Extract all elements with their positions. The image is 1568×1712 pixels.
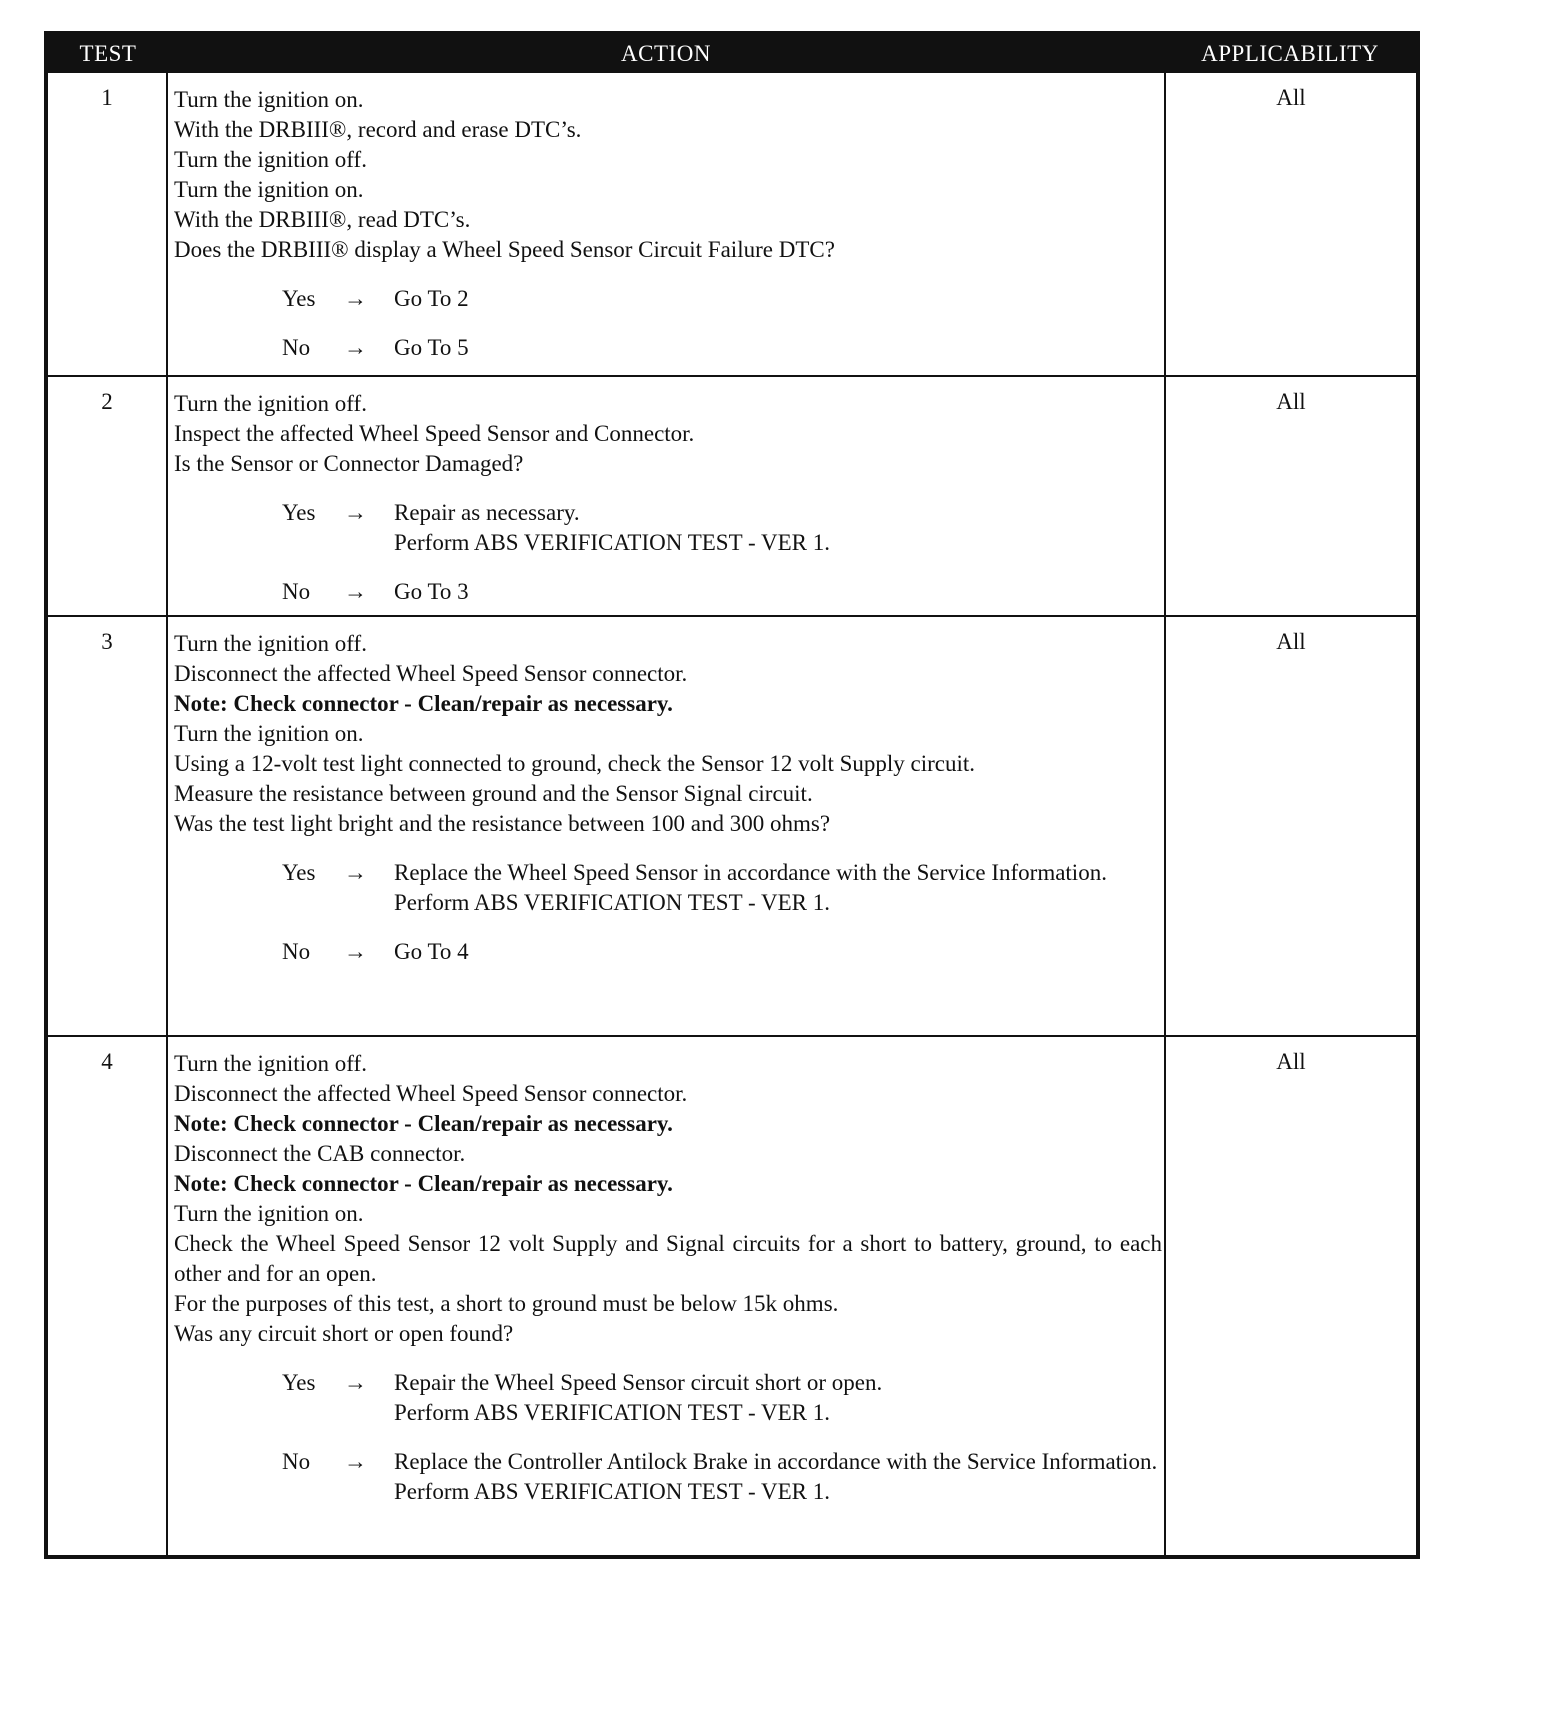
action-line: With the DRBIII®, record and erase DTC’s. [174,117,582,142]
no-result [174,1447,1162,1507]
applicability-cell: All [1164,617,1416,1035]
yes-result [174,858,1162,918]
action-line: Check the Wheel Speed Sensor 12 volt Supply and Signal circuits for a short to battery, ground, to each other and for an open. [174,1231,1162,1286]
action-line: Turn the ignition on. [174,1201,364,1226]
action-line: Turn the ignition on. [174,87,364,112]
action-line: Using a 12-volt test light connected to ground, check the Sensor 12 volt Supply circuit. [174,751,976,776]
header-test: TEST [79,41,137,66]
applicability-cell: All [1164,1037,1416,1555]
yes-result [174,498,1162,558]
action-line: With the DRBIII®, read DTC’s. [174,207,471,232]
no-label: No [282,579,311,604]
header-applicability: APPLICABILITY [1201,41,1379,66]
diagnostic-test-table [44,31,1420,1559]
action-line: Turn the ignition off. [174,1051,367,1076]
arrow-icon: → [344,1370,367,1395]
result-line: Replace the Wheel Speed Sensor in accordance with the Service Information. [394,860,1107,885]
action-line: Is the Sensor or Connector Damaged? [174,451,524,476]
action-line: Turn the ignition off. [174,147,367,172]
header-action: ACTION [621,41,711,66]
arrow-icon: → [344,579,367,604]
action-line: Turn the ignition on. [174,177,364,202]
action-cell [174,85,1162,363]
action-line: Disconnect the CAB connector. [174,1141,466,1166]
result-line: Go To 5 [394,335,469,360]
action-line: Was the test light bright and the resistance between 100 and 300 ohms? [174,811,831,836]
applicability-cell: All [1164,73,1416,375]
note-line: Note: Check connector - Clean/repair as necessary. [174,691,673,716]
note-line: Note: Check connector - Clean/repair as necessary. [174,1111,673,1136]
result-line: Perform ABS VERIFICATION TEST - VER 1. [394,1400,830,1425]
yes-label: Yes [282,1370,316,1395]
action-cell [174,629,1162,967]
test-number: 3 [48,617,168,1035]
action-line: Does the DRBIII® display a Wheel Speed Sensor Circuit Failure DTC? [174,237,835,262]
action-line: Disconnect the affected Wheel Speed Sensor connector. [174,1081,688,1106]
result-line: Go To 2 [394,286,469,311]
yes-label: Yes [282,500,316,525]
yes-label: Yes [282,286,316,311]
result-line: Repair the Wheel Speed Sensor circuit short or open. [394,1370,883,1395]
no-result [174,577,1162,607]
table-row [48,1035,1416,1555]
yes-result [174,1368,1162,1428]
table-row [48,375,1416,615]
note-line: Note: Check connector - Clean/repair as necessary. [174,1171,673,1196]
yes-label: Yes [282,860,316,885]
result-line: Repair as necessary. [394,500,580,525]
table-header [48,35,1416,73]
action-line: Measure the resistance between ground and the Sensor Signal circuit. [174,781,813,806]
yes-result [174,284,1162,314]
table-row [48,73,1416,375]
action-line: Turn the ignition off. [174,631,367,656]
arrow-icon: → [344,500,367,525]
no-label: No [282,335,311,360]
action-line: Disconnect the affected Wheel Speed Sensor connector. [174,661,688,686]
action-line: Was any circuit short or open found? [174,1321,514,1346]
action-line: For the purposes of this test, a short to ground must be below 15k ohms. [174,1291,839,1316]
arrow-icon: → [344,1449,367,1474]
result-line: Perform ABS VERIFICATION TEST - VER 1. [394,890,830,915]
test-number: 4 [48,1037,168,1555]
result-line: Perform ABS VERIFICATION TEST - VER 1. [394,530,830,555]
arrow-icon: → [344,286,367,311]
no-label: No [282,939,311,964]
no-result [174,937,1162,967]
no-label: No [282,1449,311,1474]
applicability-cell: All [1164,377,1416,615]
action-cell [174,389,1162,607]
action-line: Turn the ignition off. [174,391,367,416]
arrow-icon: → [344,335,367,360]
test-number: 2 [48,377,168,615]
result-line: Go To 3 [394,579,469,604]
arrow-icon: → [344,860,367,885]
no-result [174,333,1162,363]
result-line: Replace the Controller Antilock Brake in accordance with the Service Information. [394,1449,1158,1474]
action-cell [174,1049,1162,1507]
result-line: Perform ABS VERIFICATION TEST - VER 1. [394,1479,830,1504]
action-line: Inspect the affected Wheel Speed Sensor and Connector. [174,421,695,446]
table-row [48,615,1416,1035]
result-line: Go To 4 [394,939,469,964]
action-line: Turn the ignition on. [174,721,364,746]
arrow-icon: → [344,939,367,964]
test-number: 1 [48,73,168,375]
